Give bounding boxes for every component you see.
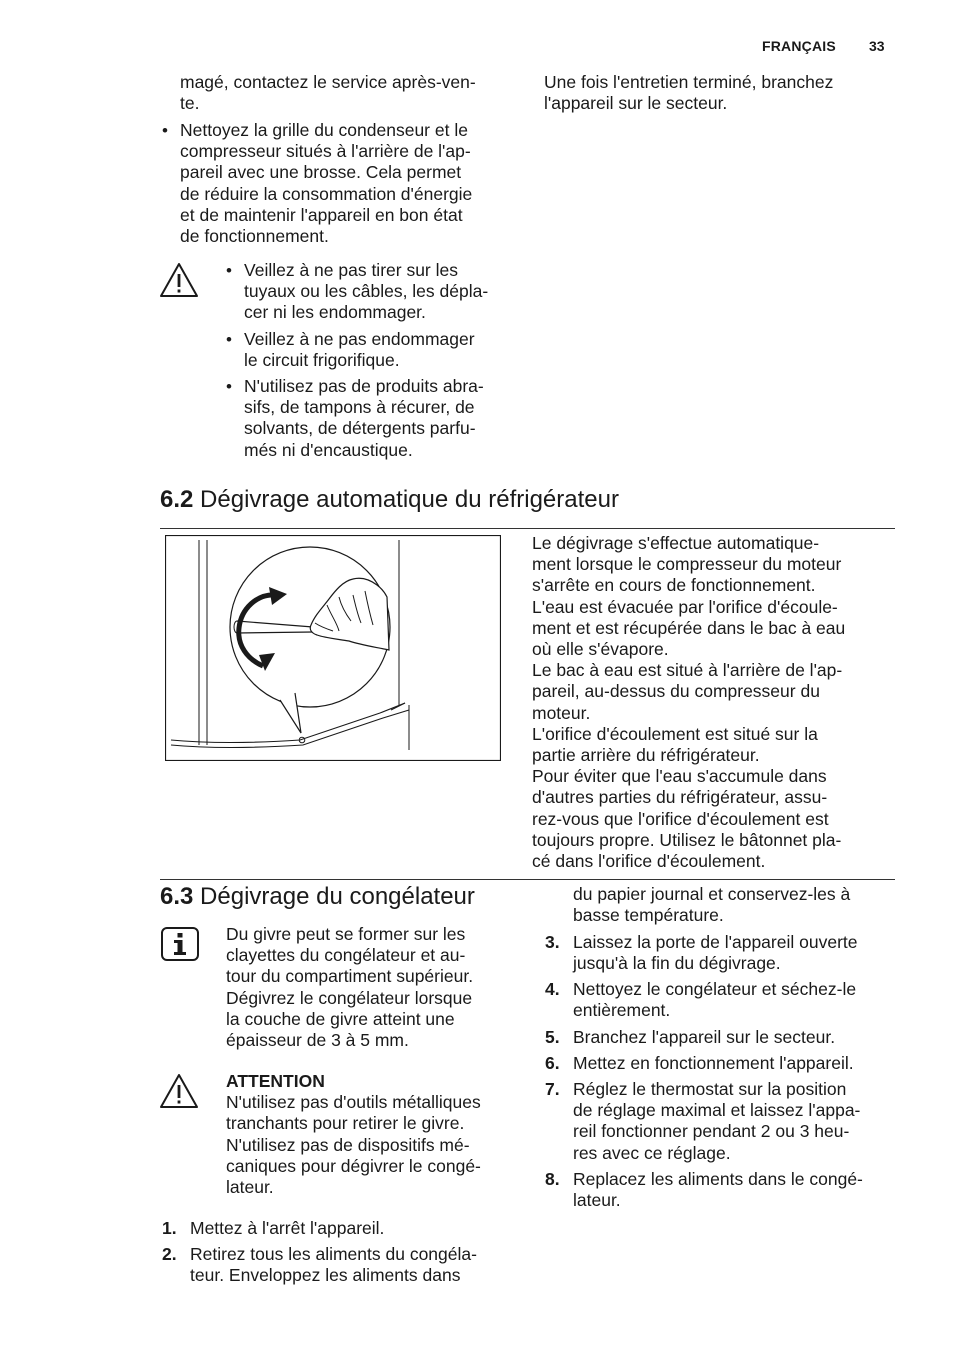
text-line: Replacez les aliments dans le congé- xyxy=(573,1169,863,1189)
text-line: la couche de givre atteint une xyxy=(226,1008,455,1029)
text-line: partie arrière du réfrigérateur. xyxy=(532,745,760,766)
text-line: N'utilisez pas d'outils métalliques xyxy=(226,1092,481,1113)
text-line: entièrement. xyxy=(573,1000,671,1021)
text-line: rez-vous que l'orifice d'écoulement est xyxy=(532,808,829,829)
text-line: tour du compartiment supérieur. xyxy=(226,966,474,987)
info-paragraph xyxy=(226,924,473,1051)
text-line: jusqu'à la fin du dégivrage. xyxy=(573,953,781,974)
text-line: tranchants pour retirer le givre. xyxy=(226,1113,465,1134)
text-line: magé, contactez le service après-ven- xyxy=(180,72,476,92)
bullet-icon: • xyxy=(162,121,168,140)
text-line: ment et est récupérée dans le bac à eau xyxy=(532,617,846,638)
text-line: moteur. xyxy=(532,702,591,723)
text-line: du papier journal et conservez-les à xyxy=(573,884,851,904)
text-line: L'orifice d'écoulement est situé sur la xyxy=(532,723,818,744)
text-line: Branchez l'appareil sur le secteur. xyxy=(573,1027,836,1047)
step-number: 8. xyxy=(545,1169,560,1189)
section-title: Dégivrage automatique du réfrigérateur xyxy=(200,486,619,513)
text-line: Le bac à eau est situé à l'arrière de l'ap- xyxy=(532,660,843,681)
text-line: pareil, au-dessus du compresseur du xyxy=(532,681,820,702)
text-line: lateur. xyxy=(573,1190,621,1211)
text-line: épaisseur de 3 à 5 mm. xyxy=(226,1030,409,1051)
text-line: pareil avec une brosse. Cela permet xyxy=(180,162,462,183)
text-line: compresseur situés à l'arrière de l'ap- xyxy=(180,141,471,162)
text-line: toujours propre. Utilisez le bâtonnet pla- xyxy=(532,829,842,850)
section-6-2-text xyxy=(532,533,845,872)
text-line: N'utilisez pas de dispositifs mé- xyxy=(226,1134,470,1155)
text-line: tuyaux ou les câbles, les dépla- xyxy=(244,281,489,302)
warning-icon xyxy=(158,261,200,299)
bullet-icon: • xyxy=(226,377,232,396)
warning-icon xyxy=(158,1072,200,1110)
attention-title: ATTENTION xyxy=(226,1071,325,1091)
step-number: 1. xyxy=(162,1218,177,1238)
info-icon xyxy=(161,927,199,961)
section-number: 6.3 xyxy=(160,883,194,910)
bullet-icon: • xyxy=(226,330,232,349)
continuation-paragraph xyxy=(180,72,476,114)
section-number: 6.2 xyxy=(160,486,194,513)
step-number: 2. xyxy=(162,1244,177,1264)
text-line: Réglez le thermostat sur la position xyxy=(573,1079,847,1099)
text-line: Nettoyez le congélateur et séchez-le xyxy=(573,979,857,999)
text-line: Mettez en fonctionnement l'appareil. xyxy=(573,1053,854,1073)
text-line: cé dans l'orifice d'écoulement. xyxy=(532,851,766,872)
section-heading xyxy=(160,883,475,911)
text-line: solvants, de détergents parfu- xyxy=(244,418,476,439)
text-line: Pour éviter que l'eau s'accumule dans xyxy=(532,766,827,787)
text-line: N'utilisez pas de produits abra- xyxy=(244,376,484,396)
text-line: Nettoyez la grille du condenseur et le xyxy=(180,120,468,140)
text-line: caniques pour dégivrer le congé- xyxy=(226,1155,481,1176)
text-line: basse température. xyxy=(573,905,724,926)
right-paragraph xyxy=(544,72,833,114)
text-line: de réduire la consommation d'énergie xyxy=(180,183,473,204)
bullet-icon: • xyxy=(226,261,232,280)
text-line: Veillez à ne pas tirer sur les xyxy=(244,260,458,280)
text-line: Le dégivrage s'effectue automatique- xyxy=(532,533,820,553)
header-language: FRANÇAIS xyxy=(762,38,836,54)
text-line: s'arrête en cours de fonctionnement. xyxy=(532,575,816,596)
step-number: 6. xyxy=(545,1053,560,1073)
text-line: Veillez à ne pas endommager xyxy=(244,329,475,349)
defrost-drain-illustration xyxy=(165,535,501,761)
text-line: te. xyxy=(180,93,200,114)
section-rule xyxy=(160,879,895,880)
section-rule xyxy=(160,528,895,529)
text-line: Du givre peut se former sur les xyxy=(226,924,466,944)
text-line: cer ni les endommager. xyxy=(244,302,426,323)
text-line: où elle s'évapore. xyxy=(532,639,669,660)
text-line: Mettez à l'arrêt l'appareil. xyxy=(190,1218,385,1238)
text-line: Une fois l'entretien terminé, branchez xyxy=(544,72,834,92)
text-line: Laissez la porte de l'appareil ouverte xyxy=(573,932,858,952)
text-line: Retirez tous les aliments du congéla- xyxy=(190,1244,477,1264)
text-line: sifs, de tampons à récurer, de xyxy=(244,397,475,418)
step-number: 5. xyxy=(545,1027,560,1047)
step-number: 4. xyxy=(545,979,560,999)
text-line: d'autres parties du réfrigérateur, assu- xyxy=(532,787,828,808)
text-line: res avec ce réglage. xyxy=(573,1142,731,1163)
attention-block xyxy=(226,1071,481,1198)
section-heading xyxy=(160,486,619,514)
text-line: clayettes du congélateur et au- xyxy=(226,945,466,966)
step-number: 3. xyxy=(545,932,560,952)
text-line: reil fonctionner pendant 2 ou 3 heu- xyxy=(573,1121,850,1142)
text-line: l'appareil sur le secteur. xyxy=(544,93,728,114)
page-number: 33 xyxy=(869,38,885,54)
text-line: et de maintenir l'appareil en bon état xyxy=(180,204,463,225)
text-line: de réglage maximal et laissez l'appa- xyxy=(573,1100,861,1121)
text-line: més ni d'encaustique. xyxy=(244,439,413,460)
text-line: ment lorsque le compresseur du moteur xyxy=(532,554,842,575)
text-line: le circuit frigorifique. xyxy=(244,350,400,371)
text-line: lateur. xyxy=(226,1177,274,1198)
text-line: teur. Enveloppez les aliments dans xyxy=(190,1265,461,1286)
step-number: 7. xyxy=(545,1079,560,1099)
text-line: de fonctionnement. xyxy=(180,226,329,247)
section-title: Dégivrage du congélateur xyxy=(200,883,475,910)
text-line: Dégivrez le congélateur lorsque xyxy=(226,987,473,1008)
text-line: L'eau est évacuée par l'orifice d'écoule- xyxy=(532,596,838,617)
